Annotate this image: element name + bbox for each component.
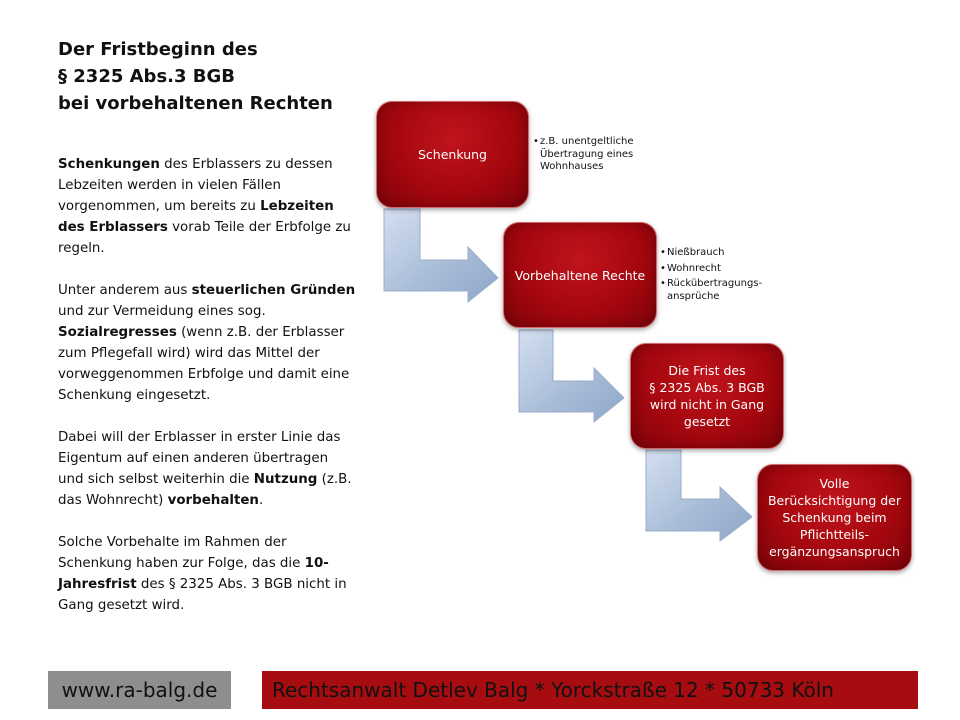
text-run: Unter anderem aus	[58, 283, 192, 298]
step-label-1: Schenkung	[418, 147, 487, 162]
footer-website[interactable]: www.ra-balg.de	[48, 671, 231, 709]
text-run: .	[258, 493, 264, 508]
step-box-schenkung	[376, 101, 529, 208]
step-notes-2	[661, 247, 762, 303]
title-line-1: Der Fristbeginn des	[58, 39, 258, 60]
bold-text: 10-Jahresfrist	[58, 556, 329, 592]
note-bullet: • Rückübertragungs- ansprüche	[661, 278, 762, 303]
step-box-vorbehaltene-rechte	[503, 222, 657, 328]
bold-text: Nutzung	[253, 472, 318, 487]
step-label-2: Vorbehaltene Rechte	[514, 267, 646, 283]
text-run: Dabei will der Erblasser in erster Linie das Eigentum auf einen anderen übertragen und sich selbst weiterhin die	[58, 430, 341, 487]
bold-text: vorbehalten	[167, 493, 259, 508]
step-label-4: Volle Berücksichtigung der Schenkung beim Pflichtteils- ergänzungsanspruch	[767, 476, 902, 559]
bold-text: Sozialregresses	[58, 325, 177, 340]
step-box-volle-beruecksichtigung	[757, 464, 912, 571]
bent-arrow-3	[646, 450, 752, 541]
step-label-3: Die Frist des § 2325 Abs. 3 BGB wird nicht in Gang gesetzt	[649, 363, 765, 429]
bent-arrow-2	[519, 330, 624, 422]
text-run: (z.B. das Wohnrecht)	[58, 472, 352, 508]
footer-address: Rechtsanwalt Detlev Balg * Yorckstraße 12 * 50733 Köln	[262, 671, 918, 709]
text-run: Solche Vorbehalte im Rahmen der Schenkung haben zur Folge, das die	[58, 535, 305, 571]
note-bullet: • Wohnrecht	[661, 263, 762, 276]
bold-text: steuerlichen Gründen	[191, 283, 356, 298]
title-line-2: § 2325 Abs.3 BGB	[58, 66, 236, 87]
text-run: vorab Teile der Erbfolge zu regeln.	[58, 220, 351, 256]
text-run: und zur Vermeidung eines sog.	[58, 304, 266, 319]
step-notes-1	[534, 136, 633, 174]
text-run: des Erblassers zu dessen Lebzeiten werden in vielen Fällen vorgenommen, um bereits zu	[58, 157, 333, 214]
bold-text: Lebzeiten des Erblassers	[58, 199, 334, 235]
step-box-frist	[630, 343, 784, 449]
bold-text: Schenkungen	[58, 157, 160, 172]
bent-arrow-1	[384, 209, 498, 302]
note-bullet: • Nießbrauch	[661, 247, 762, 260]
text-run: (wenn z.B. der Erblasser zum Pflegefall wird) wird das Mittel der vorweggenommen Erbfolge und damit eine Schenkung eingesetzt.	[58, 325, 350, 403]
text-run: des § 2325 Abs. 3 BGB nicht in Gang gesetzt wird.	[58, 577, 347, 613]
note-bullet: • z.B. unentgeltliche Übertragung eines Wohnhauses	[534, 136, 633, 174]
title-line-3: bei vorbehaltenen Rechten	[58, 93, 333, 114]
